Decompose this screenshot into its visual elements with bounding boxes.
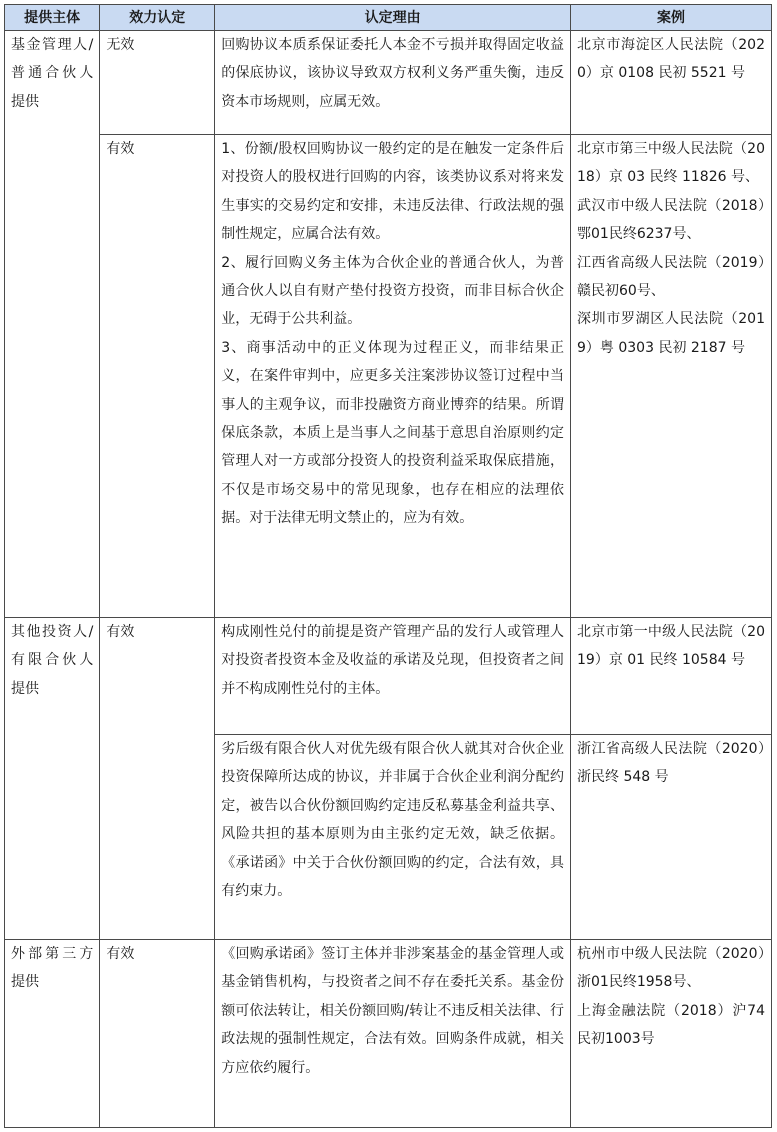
cases-cell: [571, 135, 772, 618]
table-row: [5, 135, 772, 618]
case-citation: 上海金融法院（2018）沪74民初1003号: [577, 1002, 765, 1048]
case-citation: 深圳市罗湖区人民法院（2019）粤 0303 民初 2187 号: [577, 311, 765, 356]
provider-cell: 其他投资人/有限合伙人提供: [5, 618, 100, 940]
case-citation: 江西省高级人民法院（2019）赣民初60号、: [577, 254, 765, 300]
reason-cell: [215, 31, 571, 135]
validity-cell: 有效: [100, 940, 215, 1128]
reason-paragraph: 2、履行回购义务主体为合伙企业的普通合伙人，为普通合伙人以自有财产垫付投资方投资，而非目标合伙企业，无碍于公共利益。: [221, 254, 565, 328]
reason-paragraph: 构成刚性兑付的前提是资产管理产品的发行人或管理人对投资者投资本金及收益的承诺及兑现，但投资者之间并不构成刚性兑付的主体。: [221, 624, 565, 697]
reason-paragraph: 1、份额/股权回购协议一般约定的是在触发一定条件后对投资人的股权进行回购的内容，该类协议系对将来发生事实的交易约定和安排，未违反法律、行政法规的强制性规定，应属合法有效。: [221, 141, 565, 243]
case-table: [4, 4, 772, 1128]
header-validity: 效力认定: [100, 5, 215, 31]
cases-cell: [571, 31, 772, 135]
reason-paragraph: 回购协议本质系保证委托人本金不亏损并取得固定收益的保底协议，该协议导致双方权利义务严重失衡，违反资本市场规则，应属无效。: [221, 37, 565, 110]
header-cases: 案例: [571, 5, 772, 31]
reason-paragraph: 3、商事活动中的正义体现为过程正义，而非结果正义，在案件审判中，应更多关注案涉协议签订过程中当事人的主观争议，而非投融资方商业博弈的结果。所谓保底条款，本质上是当事人之间基于意思自治原则约定管理人对一方或部分投资人的投资利益采取保底措施，不仅是市场交易中的常见现象，也存在相应的法理依据。对于法律无明文禁止的，应为有效。: [221, 339, 565, 527]
case-citation: 北京市海淀区人民法院（2020）京 0108 民初 5521 号: [577, 37, 765, 82]
reason-cell: [215, 135, 571, 618]
case-citation: 北京市第三中级人民法院（2018）京 03 民终 11826 号、: [577, 141, 765, 186]
case-citation: 北京市第一中级人民法院（2019）京 01 民终 10584 号: [577, 624, 765, 669]
case-citation: 武汉市中级人民法院（2018）鄂01民终6237号、: [577, 197, 765, 243]
table-row: [5, 31, 772, 135]
header-reason: 认定理由: [215, 5, 571, 31]
provider-cell: 外部第三方提供: [5, 940, 100, 1128]
table-row: [5, 618, 772, 735]
reason-cell: [215, 618, 571, 735]
reason-paragraph: 劣后级有限合伙人对优先级有限合伙人就其对合伙企业投资保障所达成的协议，并非属于合伙企业利润分配约定，被告以合伙份额回购约定违反私募基金利益共享、风险共担的基本原则为由主张约定无效，缺乏依据。《承诺函》中关于合伙份额回购的约定，合法有效，具有约束力。: [221, 741, 565, 900]
validity-cell: 无效: [100, 31, 215, 135]
validity-cell: 有效: [100, 618, 215, 940]
cases-cell: [571, 618, 772, 735]
header-provider: 提供主体: [5, 5, 100, 31]
case-citation: 浙江省高级人民法院（2020）浙民终 548 号: [577, 741, 765, 786]
cases-cell: [571, 735, 772, 940]
case-citation: 杭州市中级人民法院（2020）浙01民终1958号、: [577, 946, 765, 991]
table-header-row: [5, 5, 772, 31]
reason-paragraph: 《回购承诺函》签订主体并非涉案基金的基金管理人或基金销售机构，与投资者之间不存在委托关系。基金份额可依法转让，相关份额回购/转让不违反相关法律、行政法规的强制性规定，合法有效。回购条件成就，相关方应依约履行。: [221, 946, 565, 1076]
validity-cell: 有效: [100, 135, 215, 618]
reason-cell: [215, 940, 571, 1128]
reason-cell: [215, 735, 571, 940]
provider-cell: 基金管理人/普通合伙人提供: [5, 31, 100, 618]
cases-cell: [571, 940, 772, 1128]
table-row: [5, 940, 772, 1128]
